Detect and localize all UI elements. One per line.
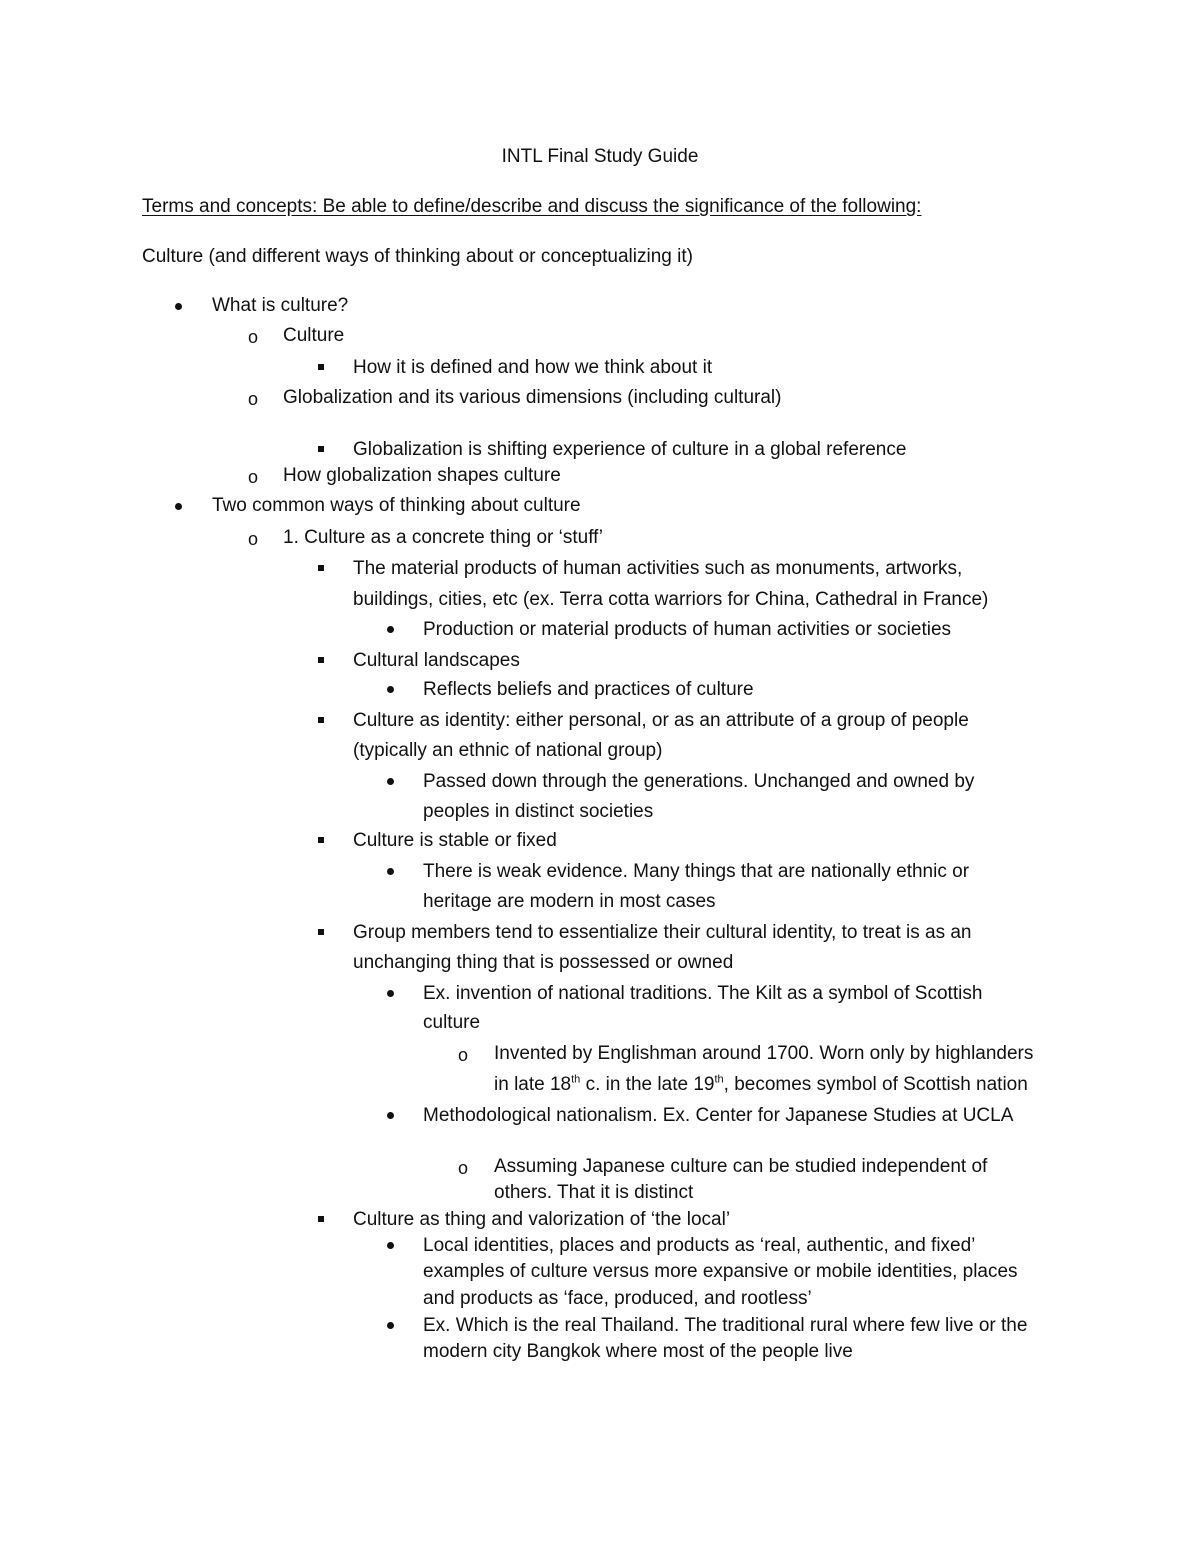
list-item: Globalization and its various dimensions (including cultural) [283,387,782,408]
circle-bullet-icon: o [248,327,259,347]
bullet-dot-icon [387,1112,394,1119]
list-item: examples of culture versus more expansive or mobile identities, places [423,1261,1018,1282]
list-item: Culture is stable or fixed [353,830,557,851]
bullet-dot-icon [175,503,182,510]
list-item: others. That it is distinct [494,1182,694,1203]
list-item: Production or material products of human activities or societies [423,619,952,640]
bullet-dot-icon [387,990,394,997]
circle-bullet-icon: o [458,1045,469,1065]
square-bullet-icon [318,364,324,370]
square-bullet-icon [318,657,324,663]
list-item: Passed down through the generations. Unchanged and owned by [423,771,975,792]
list-item: Reflects beliefs and practices of culture [423,679,754,700]
list-item: culture [423,1012,481,1033]
document-title: INTL Final Study Guide [501,146,699,167]
list-item-text: in late 18 [494,1074,572,1095]
list-item: modern city Bangkok where most of the people live [423,1341,853,1362]
culture-section-heading: Culture (and different ways of thinking about or conceptualizing it) [142,246,693,267]
bullet-dot-icon [387,686,394,693]
list-item: What is culture? [212,295,349,316]
list-item: The material products of human activities such as monuments, artworks, [353,558,963,579]
list-item: (typically an ethnic of national group) [353,740,663,761]
circle-bullet-icon: o [458,1158,469,1178]
list-item: Culture as thing and valorization of ‘the local’ [353,1209,731,1230]
list-item: Culture as identity: either personal, or as an attribute of a group of people [353,710,969,731]
list-item: Group members tend to essentialize their cultural identity, to treat is as an [353,922,972,943]
list-item: 1. Culture as a concrete thing or ‘stuff’ [283,527,603,548]
square-bullet-icon [318,837,324,843]
list-item: Methodological nationalism. Ex. Center for Japanese Studies at UCLA [423,1105,1014,1126]
list-item: Two common ways of thinking about culture [212,495,581,516]
list-item-text: , becomes symbol of Scottish nation [723,1074,1028,1095]
circle-bullet-icon: o [248,529,259,549]
list-item: Invented by Englishman around 1700. Worn only by highlanders [494,1043,1034,1064]
superscript: th [571,1073,581,1086]
list-item: buildings, cities, etc (ex. Terra cotta warriors for China, Cathedral in France) [353,589,989,610]
square-bullet-icon [318,565,324,571]
circle-bullet-icon: o [248,467,259,487]
list-item: Local identities, places and products as ‘real, authentic, and fixed’ [423,1235,976,1256]
list-item: peoples in distinct societies [423,801,654,822]
bullet-dot-icon [175,303,182,310]
bullet-dot-icon [387,1242,394,1249]
square-bullet-icon [318,1216,324,1222]
bullet-dot-icon [387,1322,394,1329]
square-bullet-icon [318,446,324,452]
list-item: How it is defined and how we think about it [353,357,713,378]
list-item: and products as ‘face, produced, and rootless’ [423,1288,812,1309]
list-item [494,1073,1028,1097]
square-bullet-icon [318,929,324,935]
list-item: Culture [283,325,345,346]
terms-heading: Terms and concepts: Be able to define/describe and discuss the significance of the following: [142,196,922,217]
list-item: heritage are modern in most cases [423,891,716,912]
list-item: How globalization shapes culture [283,465,561,486]
circle-bullet-icon: o [248,389,259,409]
list-item: Cultural landscapes [353,650,520,671]
list-item: Globalization is shifting experience of culture in a global reference [353,439,907,460]
list-item: Ex. Which is the real Thailand. The traditional rural where few live or the [423,1315,1028,1336]
list-item: Assuming Japanese culture can be studied independent of [494,1156,988,1177]
square-bullet-icon [318,717,324,723]
list-item: Ex. invention of national traditions. The Kilt as a symbol of Scottish [423,983,983,1004]
list-item-text: c. in the late 19 [580,1074,715,1095]
bullet-dot-icon [387,778,394,785]
bullet-dot-icon [387,626,394,633]
bullet-dot-icon [387,868,394,875]
superscript: th [714,1073,724,1086]
list-item: There is weak evidence. Many things that are nationally ethnic or [423,861,970,882]
list-item: unchanging thing that is possessed or owned [353,952,734,973]
